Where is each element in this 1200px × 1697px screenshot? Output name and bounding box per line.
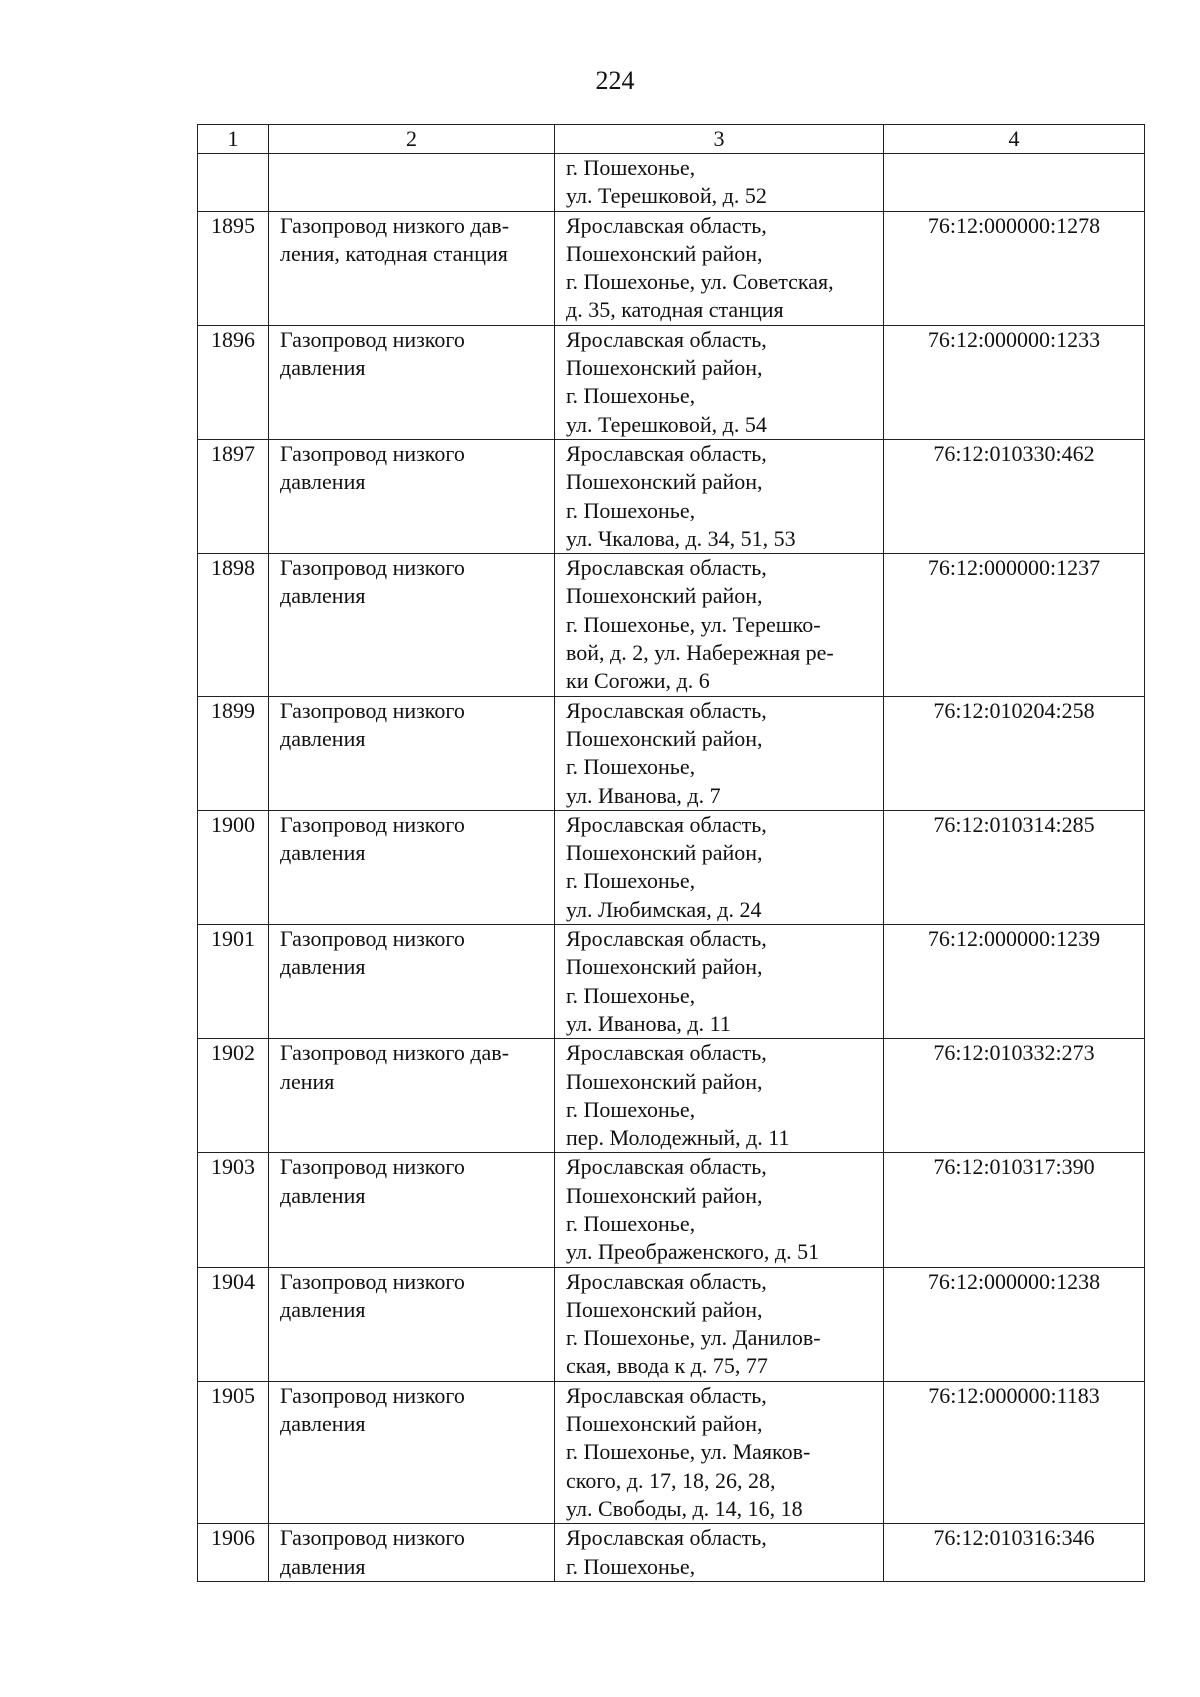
object-name-cell [269, 325, 555, 439]
row-number-cell: 1895 [198, 211, 269, 325]
object-name-cell [269, 211, 555, 325]
page-number: 224 [595, 66, 635, 95]
address-cell [555, 325, 884, 439]
row-number-cell: 1900 [198, 810, 269, 924]
object-name-line: Газопровод низкого [280, 811, 465, 837]
row-number-cell: 1898 [198, 554, 269, 696]
address-cell [555, 1267, 884, 1381]
cadastral-number-cell: 76:12:000000:1238 [884, 1267, 1145, 1381]
object-name-line: давления [280, 1182, 366, 1208]
cadastral-number-cell: 76:12:000000:1239 [884, 925, 1145, 1039]
address-line: Пошехонский район, [566, 1411, 763, 1437]
address-cell [555, 439, 884, 553]
object-name-line: Газопровод низкого дав- [280, 1040, 510, 1066]
address-cell [555, 810, 884, 924]
address-cell [555, 1153, 884, 1267]
object-name-line: давления [280, 469, 366, 495]
address-line: ки Согожи, д. 6 [566, 668, 710, 694]
address-line: Ярославская область, [566, 697, 767, 723]
row-number-cell: 1905 [198, 1381, 269, 1523]
object-name-cell [269, 1153, 555, 1267]
object-name-line: ления, катодная станция [280, 240, 508, 266]
address-line: Ярославская область, [566, 326, 767, 352]
address-line: г. Пошехонье, ул. Данилов- [566, 1325, 821, 1351]
object-name-line: Газопровод низкого [280, 1382, 465, 1408]
address-cell [555, 1381, 884, 1523]
object-name-line: Газопровод низкого [280, 326, 465, 352]
address-line: ул. Чкалова, д. 34, 51, 53 [566, 525, 796, 551]
address-line: г. Пошехонье, [566, 754, 696, 780]
address-cell [555, 554, 884, 696]
cadastral-number-cell: 76:12:000000:1233 [884, 325, 1145, 439]
object-name-line: давления [280, 1411, 366, 1437]
table-row [198, 810, 1145, 924]
object-name-line: давления [280, 355, 366, 381]
object-name-line: Газопровод низкого [280, 555, 465, 581]
object-name-cell [269, 1039, 555, 1153]
cadastral-number-cell: 76:12:010316:346 [884, 1524, 1145, 1582]
table-body [198, 125, 1145, 1582]
object-name-cell [269, 810, 555, 924]
object-name-line: давления [280, 583, 366, 609]
column-number-1: 1 [198, 125, 269, 154]
address-line: г. Пошехонье, [566, 1210, 696, 1236]
row-number-cell: 1901 [198, 925, 269, 1039]
address-line: Ярославская область, [566, 926, 767, 952]
object-name-line: давления [280, 840, 366, 866]
table-row [198, 1381, 1145, 1523]
address-line: ул. Преображенского, д. 51 [566, 1239, 820, 1265]
table-row [198, 925, 1145, 1039]
row-number-cell: 1899 [198, 696, 269, 810]
address-line: Пошехонский район, [566, 954, 763, 980]
address-line: Пошехонский район, [566, 725, 763, 751]
address-line: ул. Терешковой, д. 54 [566, 411, 767, 437]
address-line: Пошехонский район, [566, 1296, 763, 1322]
address-line: г. Пошехонье, [566, 155, 696, 180]
row-number-cell: 1896 [198, 325, 269, 439]
object-name-line: Газопровод низкого [280, 926, 465, 952]
address-line: Ярославская область, [566, 1382, 767, 1408]
cadastral-number-cell: 76:12:010330:462 [884, 439, 1145, 553]
cadastral-number-cell [884, 154, 1145, 212]
table-row [198, 1153, 1145, 1267]
object-name-cell [269, 439, 555, 553]
address-line: д. 35, катодная станция [566, 297, 784, 323]
address-line: Ярославская область, [566, 555, 767, 581]
address-line: ская, ввода к д. 75, 77 [566, 1353, 768, 1379]
address-cell [555, 211, 884, 325]
address-line: г. Пошехонье, [566, 1096, 696, 1122]
object-name-line: Газопровод низкого [280, 697, 465, 723]
address-line: пер. Молодежный, д. 11 [566, 1125, 790, 1151]
column-number-2: 2 [269, 125, 555, 154]
object-name-cell [269, 925, 555, 1039]
address-line: г. Пошехонье, [566, 868, 696, 894]
address-line: г. Пошехонье, [566, 383, 696, 409]
cadastral-number-cell: 76:12:000000:1183 [884, 1381, 1145, 1523]
object-name-cell [269, 696, 555, 810]
address-line: Пошехонский район, [566, 1182, 763, 1208]
address-line: вой, д. 2, ул. Набережная ре- [566, 640, 834, 666]
row-number-cell: 1903 [198, 1153, 269, 1267]
column-number-row [198, 125, 1145, 154]
object-name-line: Газопровод низкого [280, 440, 465, 466]
object-name-line: Газопровод низкого дав- [280, 212, 510, 238]
table-row [198, 439, 1145, 553]
row-number-cell [198, 154, 269, 212]
table-row [198, 696, 1145, 810]
address-line: Ярославская область, [566, 212, 767, 238]
address-line: ского, д. 17, 18, 26, 28, [566, 1467, 776, 1493]
address-line: г. Пошехонье, ул. Маяков- [566, 1439, 811, 1465]
address-line: ул. Иванова, д. 7 [566, 782, 721, 808]
address-line: Ярославская область, [566, 1154, 767, 1180]
row-number-cell: 1906 [198, 1524, 269, 1582]
address-line: Пошехонский район, [566, 469, 763, 495]
address-line: ул. Терешковой, д. 52 [566, 183, 767, 209]
object-name-line: Газопровод низкого [280, 1154, 465, 1180]
address-cell [555, 154, 884, 212]
cadastral-number-cell: 76:12:010317:390 [884, 1153, 1145, 1267]
object-name-cell [269, 1267, 555, 1381]
address-line: г. Пошехонье, [566, 982, 696, 1008]
cadastral-number-cell: 76:12:010204:258 [884, 696, 1145, 810]
object-name-cell [269, 1381, 555, 1523]
address-cell [555, 1524, 884, 1582]
object-name-cell [269, 554, 555, 696]
address-line: Пошехонский район, [566, 355, 763, 381]
address-cell [555, 1039, 884, 1153]
cadastral-number-cell: 76:12:010332:273 [884, 1039, 1145, 1153]
object-name-line: давления [280, 725, 366, 751]
object-name-line: давления [280, 1296, 366, 1322]
address-line: ул. Любимская, д. 24 [566, 896, 762, 922]
column-number-4: 4 [884, 125, 1145, 154]
address-line: Ярославская область, [566, 1040, 767, 1066]
row-number-cell: 1897 [198, 439, 269, 553]
address-line: Пошехонский район, [566, 1068, 763, 1094]
address-line: г. Пошехонье, [566, 1553, 696, 1579]
address-line: Ярославская область, [566, 1268, 767, 1294]
object-name-line: Газопровод низкого [280, 1525, 465, 1551]
object-name-cell [269, 154, 555, 212]
object-name-line: давления [280, 1553, 366, 1579]
address-line: Ярославская область, [566, 811, 767, 837]
cadastral-number-cell: 76:12:010314:285 [884, 810, 1145, 924]
cadastral-number-cell: 76:12:000000:1278 [884, 211, 1145, 325]
address-line: Пошехонский район, [566, 583, 763, 609]
table-row [198, 1267, 1145, 1381]
address-line: Ярославская область, [566, 440, 767, 466]
table-row [198, 154, 1145, 212]
object-name-line: ления [280, 1068, 335, 1094]
address-cell [555, 925, 884, 1039]
address-line: Пошехонский район, [566, 840, 763, 866]
cadastral-number-cell: 76:12:000000:1237 [884, 554, 1145, 696]
register-table [197, 124, 1145, 1582]
object-name-line: давления [280, 954, 366, 980]
address-line: ул. Иванова, д. 11 [566, 1010, 731, 1036]
address-line: ул. Свободы, д. 14, 16, 18 [566, 1495, 803, 1521]
address-line: Ярославская область, [566, 1525, 767, 1551]
object-name-cell [269, 1524, 555, 1582]
row-number-cell: 1904 [198, 1267, 269, 1381]
table-row [198, 325, 1145, 439]
address-line: г. Пошехонье, [566, 497, 696, 523]
row-number-cell: 1902 [198, 1039, 269, 1153]
object-name-line: Газопровод низкого [280, 1268, 465, 1294]
table-row [198, 1039, 1145, 1153]
address-line: Пошехонский район, [566, 240, 763, 266]
table-row [198, 211, 1145, 325]
table-row [198, 554, 1145, 696]
column-number-3: 3 [555, 125, 884, 154]
table-row [198, 1524, 1145, 1582]
address-line: г. Пошехонье, ул. Советская, [566, 269, 834, 295]
address-cell [555, 696, 884, 810]
address-line: г. Пошехонье, ул. Терешко- [566, 611, 821, 637]
